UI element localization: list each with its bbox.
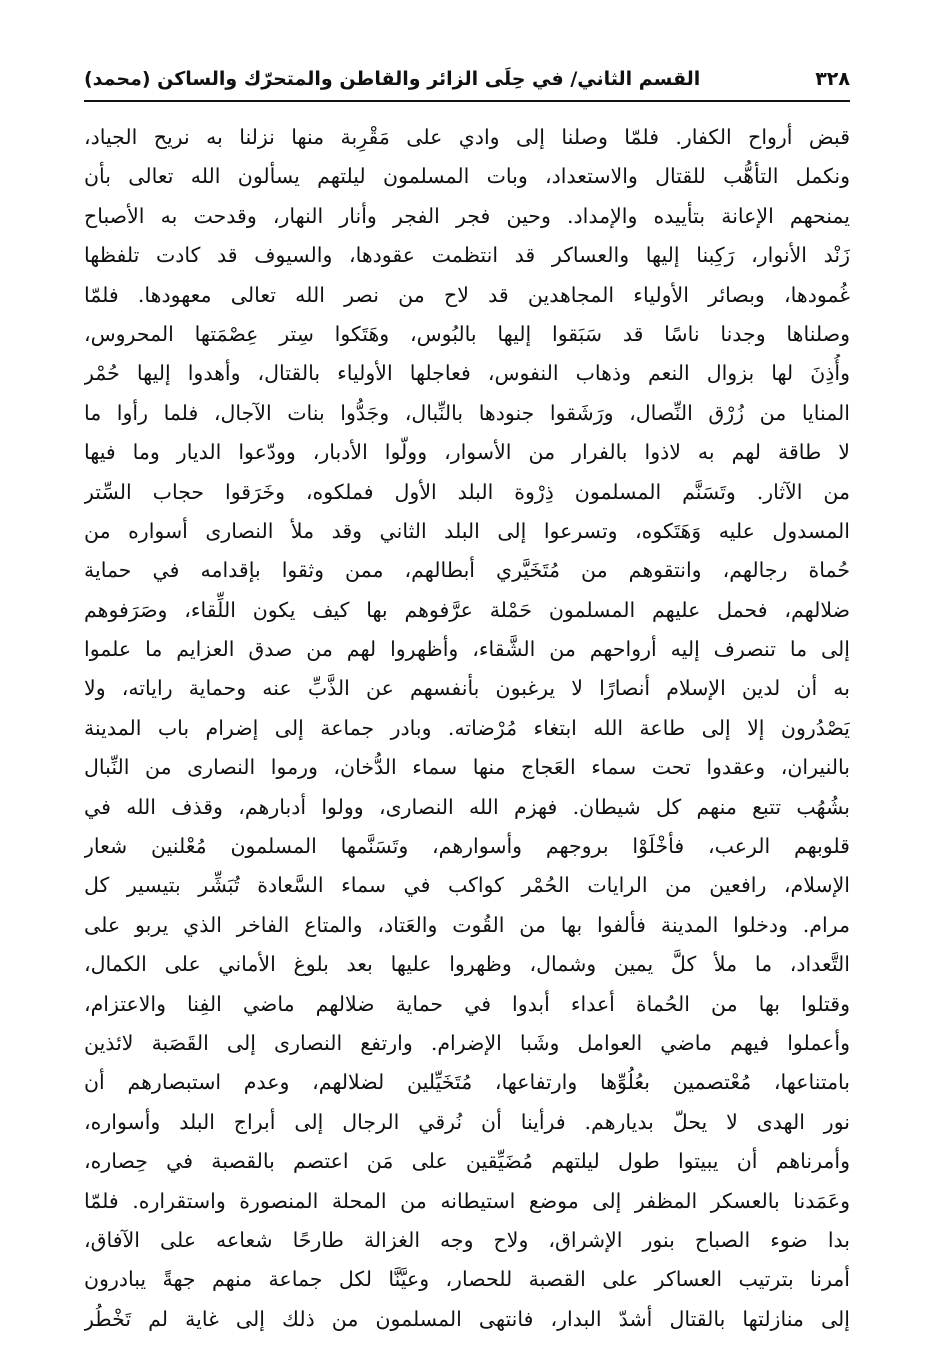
text-line: أمرنا بترتيب العساكر على القصبة للحصار، وعيَّنَّا لكل جماعة منهم جهةً يبادرون bbox=[84, 1267, 850, 1292]
text-line: زَنْد الأنوار، رَكِبنا إليها والعساكر قد انتظمت عقودها، والسيوف قد كادت تلفظها bbox=[84, 243, 850, 268]
text-line: وعَمَدنا بالعسكر المظفر إلى موضع استيطانه من المحلة المنصورة واستقراره. فلمّا bbox=[84, 1188, 850, 1213]
page-number: ٣٢٨ bbox=[815, 68, 850, 90]
text-line: وصلناها وجدنا ناسًا قد سَبَقوا إليها بالبُوس، وهَتَكوا سِتر عِصْمَتها المحروس، bbox=[84, 321, 850, 346]
text-line: نور الهدى لا يحلّ بديارهم. فرأينا أن نُرقي الرجال إلى أبراج البلد وأسواره، bbox=[84, 1109, 850, 1134]
text-line: بالنيران، وعقدوا تحت سماء العَجاج منها سماء الدُّخان، ورموا النصارى من النِّبال bbox=[84, 755, 850, 780]
text-line: من الآثار. وتَسَنَّم المسلمون ذِرْوة البلد الأول فملكوه، وخَرَقوا حجاب السِّتر bbox=[84, 479, 850, 504]
body-text bbox=[84, 118, 850, 1339]
text-line: إلى منازلتها بالقتال أشدّ البدار، فانتهى المسلمون من ذلك إلى غاية لم تَخْطُر bbox=[84, 1306, 850, 1331]
text-line: وأُذِنَ لها بزوال النعم وذهاب النفوس، فعاجلها الأولياء بالقتال، وأهدوا إليها حُمْر bbox=[84, 361, 850, 386]
text-line: قلوبهم الرعب، فأخْلَوْا بروجهم وأسوارهم، وتَسَنَّمها المسلمون مُعْلنين شعار bbox=[84, 834, 850, 859]
text-line: قبض أرواح الكفار. فلمّا وصلنا إلى وادي على مَقْرِبة منها نزلنا به نريح الجياد، bbox=[84, 125, 850, 149]
running-header bbox=[84, 62, 850, 96]
text-line: وقتلوا بها من الحُماة أعداء أبدوا في حماية ضلالهم ماضي الفِنا والاعتزام، bbox=[84, 991, 850, 1016]
text-line: بدا ضوء الصباح بنور الإشراق، ولاح وجه الغزالة طارحًا شعاعه على الآفاق، bbox=[84, 1227, 850, 1252]
text-line: التَّعداد، ما ملأ كلَّ يمين وشمال، وظهروا عليها بعد بلوغ الأماني على الكمال، bbox=[84, 952, 850, 977]
text-line: لا طاقة لهم به لاذوا بالفرار من الأسوار، وولّوا الأدبار، وودّعوا الديار وما فيها bbox=[84, 440, 850, 465]
text-line: حُماة رجالهم، وانتقوهم من مُتَخَيَّري أبطالهم، ممن وثقوا بإقدامه في حماية bbox=[84, 558, 850, 583]
text-line: إلى ما تنصرف إليه أرواحهم من الشَّقاء، وأظهروا لهم من صدق العزايم ما علموا bbox=[84, 637, 850, 662]
header-divider bbox=[84, 100, 850, 102]
text-line: يَصْدُرون إلا إلى طاعة الله ابتغاء مُرْضاته. وبادر جماعة إلى إضرام باب المدينة bbox=[84, 715, 850, 740]
text-line: بامتناعها، مُعْتصمين بعُلُوِّها وارتفاعها، مُتَخَيِّلين لضلالهم، وعدم استبصارهم أن bbox=[84, 1070, 850, 1095]
text-line: ضلالهم، فحمل عليهم المسلمون حَمْلة عرَّفوهم بها كيف يكون اللِّقاء، وصَرَفوهم bbox=[84, 597, 850, 622]
text-line: مرام. ودخلوا المدينة فألفوا بها من القُوت والعَتاد، والمتاع الفاخر الذي يربو على bbox=[84, 912, 850, 937]
text-line: غُمودها، وبصائر الأولياء المجاهدين قد لاح من نصر الله تعالى معهودها. فلمّا bbox=[84, 282, 850, 307]
text-line: بشُهُب تتبع منهم كل شيطان. فهزم الله النصارى، وولوا أدبارهم، وقذف الله في bbox=[84, 794, 850, 819]
text-line: يمنحهم الإعانة بتأييده والإمداد. وحين فجر الفجر وأنار النهار، وقدحت به الأصباح bbox=[84, 203, 850, 228]
text-line: المنايا من زُرْق النِّصال، ورَشَقوا جنودها بالنِّبال، وجَدُّوا بنات الآجال، فلما رأوا ما bbox=[84, 400, 850, 425]
text-line: المسدول عليه وَهَتَكوه، وتسرعوا إلى البلد الثاني وقد ملأ النصارى أسواره من bbox=[84, 518, 850, 543]
running-title: القسم الثاني/ في حِلَى الزائر والقاطن والمتحرّك والساكن (محمد) bbox=[84, 68, 701, 90]
text-line: الإسلام، رافعين من الرايات الحُمْر كواكب في سماء السَّعادة تُبَشِّر بتيسير كل bbox=[84, 873, 850, 898]
text-line: به أن لدين الإسلام أنصارًا لا يرغبون بأنفسهم عن الذَّبِّ عنه وحماية راياته، ولا bbox=[84, 676, 850, 701]
text-line: وأمرناهم أن يبيتوا طول ليلتهم مُضَيِّقين على مَن اعتصم بالقصبة في حِصاره، bbox=[84, 1149, 850, 1174]
text-line: وأعملوا فيهم ماضي العوامل وشَبا الإضرام. وارتفع النصارى إلى القَصَبة لائذين bbox=[84, 1030, 850, 1055]
text-line: ونكمل التأهُّب للقتال والاستعداد، وبات المسلمون ليلتهم يسألون الله تعالى بأن bbox=[84, 164, 850, 189]
